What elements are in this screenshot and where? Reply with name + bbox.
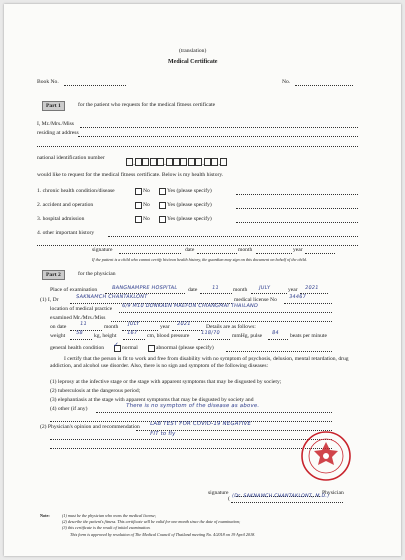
opinion-label: (2) Physician's opinion and recommendation — [40, 424, 140, 430]
q2-label: 2. accident and operation — [37, 202, 94, 208]
cm-label: cm, blood pressure — [147, 333, 190, 339]
location-label: location of medical practice — [50, 306, 113, 312]
weight-label: weight — [50, 333, 66, 339]
place-year-value[interactable]: 2021 — [304, 285, 319, 291]
place-year-label: year — [288, 287, 298, 293]
place-label: Place of examination — [50, 287, 98, 293]
mmhg-label: mmHg, pulse — [232, 333, 263, 339]
q1-no-label: No — [143, 188, 150, 194]
note-1: (1) must be the physician who owns the medical license; — [62, 513, 157, 518]
q3-no-checkbox[interactable] — [135, 216, 142, 223]
address-label: residing at address — [37, 130, 79, 136]
license-label: medical license No — [234, 297, 277, 303]
q2-yes-label: Yes (please specify) — [167, 202, 212, 208]
disease-4: (4) other (if any) — [50, 406, 88, 412]
note-4: This form is approved by resolution of The Medical Council of Thailand meeting No. 4/2018 on 19 April 2018. — [70, 532, 256, 537]
part1-heading: for the patient who requests for the medical fitness certificate — [78, 102, 216, 108]
examined-label: examined Mr./Mrs./Miss — [50, 315, 106, 321]
q3-yes-label: Yes (please specify) — [167, 216, 212, 222]
general-health-label: general health condition — [50, 345, 105, 351]
q3-yes-checkbox[interactable] — [159, 216, 166, 223]
location-value[interactable]: 6/9 M10 DONKAEN MAEFON CHIANGMAI THAILAND — [121, 303, 259, 309]
disease-2: (2) tuberculosis at the dangerous period; — [50, 388, 141, 394]
q1-yes-label: Yes (please specify) — [167, 188, 212, 194]
on-date-label: on date — [50, 324, 67, 330]
part1-label: Part 1 — [42, 101, 65, 111]
pulse-value[interactable]: 84 — [271, 330, 280, 336]
part2-label: Part 2 — [42, 270, 65, 280]
height-value[interactable]: 167 — [126, 330, 138, 336]
physician-signature-label: signature — [208, 490, 229, 496]
disease-1: (1) leprosy at the infective stage or the stage with apparent symptoms that may be disgusted by society; — [50, 379, 282, 385]
q2-yes-checkbox[interactable] — [159, 202, 166, 209]
license-value[interactable]: 34467 — [288, 294, 307, 300]
place-date-value[interactable]: 11 — [211, 285, 220, 291]
notes-label: Note: — [40, 513, 50, 518]
place-month-label: month — [233, 287, 248, 293]
bp-value[interactable]: 118/70 — [200, 330, 221, 336]
physician-name[interactable]: (Dr. SAKNAMCH CHANTAKLONT, M.D.) — [231, 494, 330, 499]
p1-year-label: year — [293, 247, 303, 253]
translation-label: (translation) — [179, 48, 207, 54]
physician-label: Physician — [322, 490, 344, 496]
dr-value[interactable]: SAKNAMCH CHANTAKLONT — [75, 294, 148, 300]
q1-yes-checkbox[interactable] — [159, 188, 166, 195]
dr-label: (1) I, Dr — [40, 297, 59, 303]
id-number-boxes[interactable]: - - - - — [126, 153, 228, 171]
check-icon: ✓ — [113, 341, 119, 349]
on-month-label: month — [104, 324, 119, 330]
part2-heading: for the physician — [78, 271, 116, 277]
weight-value[interactable]: 58 — [75, 330, 84, 336]
on-month-value[interactable]: JULY — [127, 321, 140, 327]
normal-label: normal — [122, 345, 138, 351]
details-label: Details are as follows: — [206, 324, 256, 330]
q2-no-checkbox[interactable] — [135, 202, 142, 209]
q3-label: 3. hospital admission — [37, 216, 85, 222]
bpm-label: beats per minute — [290, 333, 327, 339]
q1-no-checkbox[interactable] — [135, 188, 142, 195]
book-no-label: Book No. — [37, 79, 59, 85]
q4-label: 4. other important history — [37, 230, 95, 236]
p1-month-label: month — [238, 247, 253, 253]
id-number-label: national identification number — [37, 155, 105, 161]
note-2: (2) describe the patient's fitness. This certificate will be valid for one month since the date of examination; — [62, 519, 241, 524]
abnormal-label: abnormal (please specify) — [156, 345, 214, 351]
q3-no-label: No — [143, 216, 150, 222]
q2-no-label: No — [143, 202, 150, 208]
note-3: (3) this certificate is the result of initial examination. — [62, 525, 151, 530]
on-date-value[interactable]: 11 — [79, 321, 88, 327]
place-month-value[interactable]: JULY — [258, 285, 271, 291]
disease-3: (3) elephantiasis at the stage with apparent symptoms that may be disgusted by society and — [50, 397, 254, 403]
place-date-label: date — [188, 287, 198, 293]
history-intro: would like to request for the medical fitness certificate. Below is my health history. — [37, 172, 224, 178]
on-year-value[interactable]: 2021 — [176, 321, 191, 327]
p1-signature-label: signature — [92, 247, 113, 253]
abnormal-checkbox[interactable] — [148, 345, 155, 352]
medical-certificate-page: (translation) Medical Certificate Book No. No. Part 1 for the patient who requests for the medical fitness certificate I, Mr./Mrs./Miss residing at address national identification number - - - - would like to request for the medical fitness certificate. Below is my health history. 1. chronic health condition/disease No Yes (please specify) 2. accident and operation No Yes (please specify) 3. hospital admission No Yes (please specify) 4. other important history signature date month year If the patient is a child who cannot certify his/own health history, the guardian may sign on this document on behalf of the child. Part 2 for the physician Place of examination BANGNAMPRE HOSPITAL date 11 month JULY year 2021 (1) I, Dr SAKNAMCH CHANTAKLONT medical license No 34467 location of medical practice 6/9 M10 DONKAEN MAEFON CHIANGMAI THAILAND examined Mr./Mrs./Miss on date 11 month JULY year 2021 Details are as follows: weight 58 kg, height 167 cm, blood pressure 118/70 mmHg, pulse 84 beats per minute general health condition ✓ normal abnormal (please specify) I certify that the person is fit to work and free from disability with no symptom of psychosis, delusion, mental retardation, drug addiction, and alcohol use disorder. Also, there is no sign and symptom of the following diseases: (1) leprosy at the infective stage or the stage with apparent symptoms that may be disgusted by society; (2) tuberculosis at the dangerous period; (3) elephantiasis at the stage with apparent symptoms that may be disgusted by society and (4) other (if any) There is no symptom of the disease as above. (2) Physician's opinion and recommendation LAB TEST FOR COVID-19 NEGATIVE FIT to fly signature Physician ( (Dr. SAKNAMCH CHANTAKLONT, M.D.) Note: (1) must be the physician who owns the medical license; (2) describe the patient's fitness. This certificate will be valid for one month since the date of examination; (3) this certificate is the result of initial examination. This form is approved by resolution of The Medical Council of Thailand meeting No. 4/2018 on 19 April 2018. — [4, 4, 401, 556]
no-label: No. — [282, 79, 291, 85]
kg-label: kg, height — [94, 333, 117, 339]
guardian-note: If the patient is a child who cannot certify his/own health history, the guardian may sign on this document on behalf of the child. — [92, 257, 307, 262]
certify-text: I certify that the person is fit to work and free from disability with no symptom of psychosis, delusion, mental retardation, drug addiction, and alcohol use disorder. Also, there is no sign and symptom of the following diseases: — [50, 356, 349, 369]
name-label: I, Mr./Mrs./Miss — [37, 121, 74, 127]
q1-label: 1. chronic health condition/disease — [37, 188, 115, 194]
on-year-label: year — [160, 324, 170, 330]
document-title: Medical Certificate — [168, 59, 218, 65]
opinion-value-1[interactable]: LAB TEST FOR COVID-19 NEGATIVE — [149, 421, 252, 427]
hospital-seal-icon — [300, 430, 352, 482]
other-value[interactable]: There is no symptom of the disease as above. — [125, 403, 260, 409]
opinion-value-2[interactable]: FIT to fly — [149, 431, 176, 437]
p1-date-label: date — [185, 247, 195, 253]
place-value[interactable]: BANGNAMPRE HOSPITAL — [111, 285, 178, 291]
